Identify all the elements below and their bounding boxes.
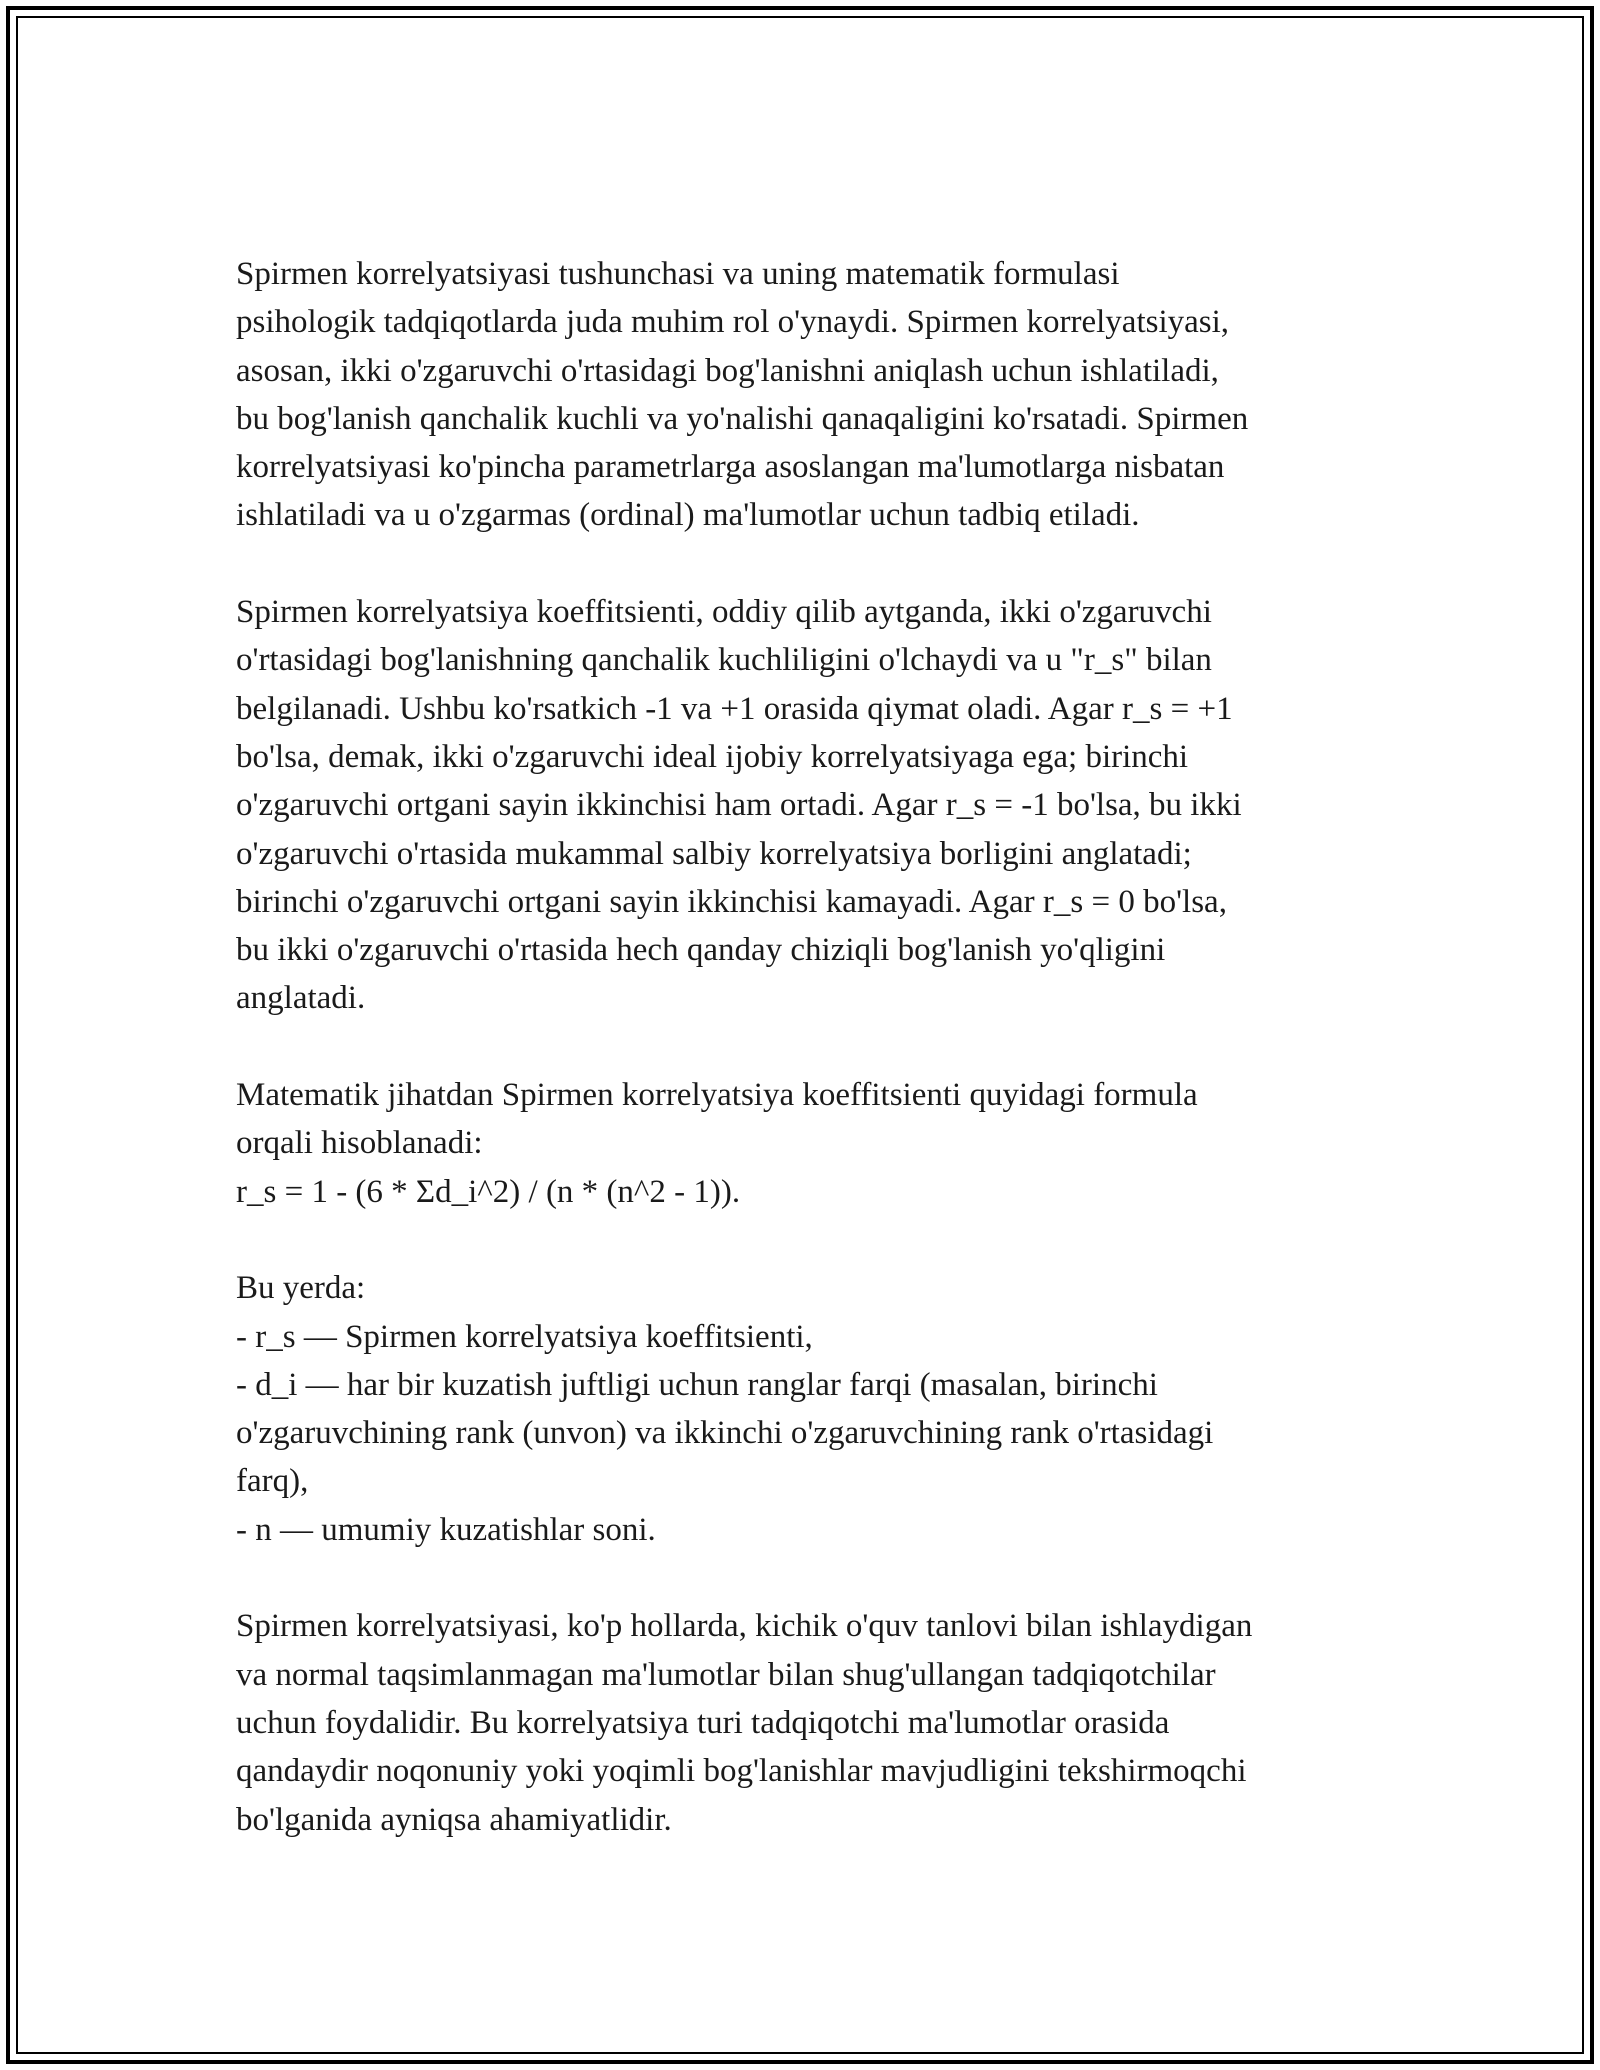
- paragraph-conclusion: Spirmen korrelyatsiyasi, ko'p hollarda, kichik o'quv tanlovi bilan ishlaydigan va normal taqsimlanmagan ma'lumotlar bilan shug'ullangan tadqiqotchilar uchun foydalidir. Bu korrelyatsiya turi tadqiqotchi ma'lumotlar orasida qandaydir noqonuniy yoki yoqimli bog'lanishlar mavjudligini tekshirmoqchi bo'lganida ayniqsa ahamiyatlidir.: [236, 1608, 1253, 1838]
- paragraph-intro: Spirmen korrelyatsiyasi tushunchasi va uning matematik formulasi psihologik tadqiqotlarda juda muhim rol o'ynaydi. Spirmen korrelyatsiyasi, asosan, ikki o'zgaruvchi o'rtasidagi bog'lanishni aniqlash uchun ishlatiladi, bu bog'lanish qanchalik kuchli va yo'nalishi qanaqaligini ko'rsatadi. Spirmen korrelyatsiyasi ko'pincha parametrlarga asoslangan ma'lumotlarga nisbatan ishlatiladi va u o'zgarmas (ordinal) ma'lumotlar uchun tadbiq etiladi.: [236, 256, 1249, 534]
- paragraph-definitions: Bu yerda: - r_s — Spirmen korrelyatsiya koeffitsienti, - d_i — har bir kuzatish juftligi uchun ranglar farqi (masalan, birinchi o'zgaruvchining rank (unvon) va ikkinchi o'zgaruvchining rank o'rtasidagi farq), - n — umumiy kuzatishlar soni.: [236, 1270, 1214, 1548]
- paragraph-formula: Matematik jihatdan Spirmen korrelyatsiya koeffitsienti quyidagi formula orqali hisoblanadi: r_s = 1 - (6 * Σd_i^2) / (n * (n^2 - 1)).: [236, 1077, 1198, 1210]
- document-body: [236, 250, 1396, 1892]
- paragraph-coefficient: Spirmen korrelyatsiya koeffitsienti, oddiy qilib aytganda, ikki o'zgaruvchi o'rtasidagi bog'lanishning qanchalik kuchliligini o'lchaydi va u "r_s" bilan belgilanadi. Ushbu ko'rsatkich -1 va +1 orasida qiymat oladi. Agar r_s = +1 bo'lsa, demak, ikki o'zgaruvchi ideal ijobiy korrelyatsiyaga ega; birinchi o'zgaruvchi ortgani sayin ikkinchisi ham ortadi. Agar r_s = -1 bo'lsa, bu ikki o'zgaruvchi o'rtasida mukammal salbiy korrelyatsiya borligini anglatadi; birinchi o'zgaruvchi ortgani sayin ikkinchisi kamayadi. Agar r_s = 0 bo'lsa, bu ikki o'zgaruvchi o'rtasida hech qanday chiziqli bog'lanish yo'qligini anglatadi.: [236, 594, 1242, 1017]
